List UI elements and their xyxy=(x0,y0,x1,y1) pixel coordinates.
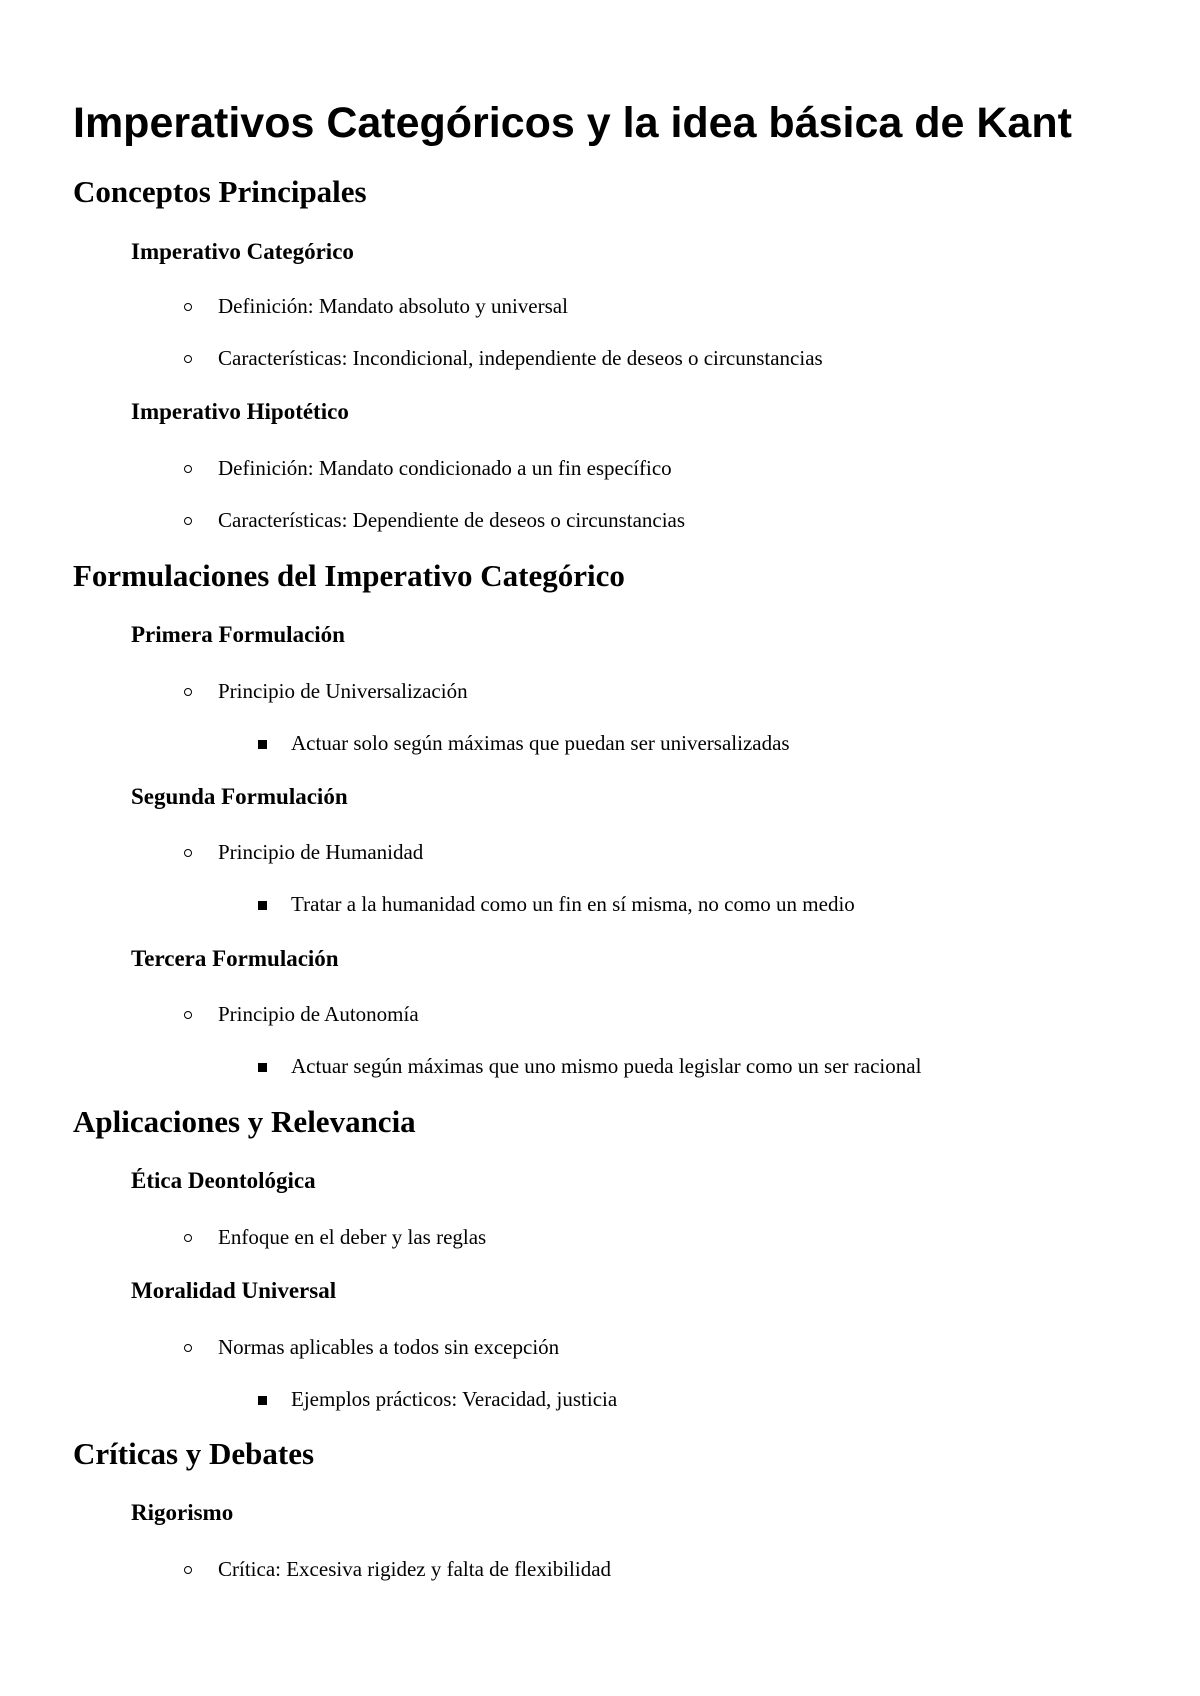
subsection-heading: Rigorismo xyxy=(131,1500,234,1525)
section-heading: Conceptos Principales xyxy=(73,174,367,209)
hollow-bullet-icon xyxy=(184,849,192,857)
hollow-bullet-icon xyxy=(184,465,192,473)
list-item: Principio de Universalización xyxy=(218,679,468,703)
subsection-heading: Tercera Formulación xyxy=(131,946,339,971)
list-item: Definición: Mandato condicionado a un fin específico xyxy=(218,456,672,480)
hollow-bullet-icon xyxy=(184,1344,192,1352)
hollow-bullet-icon xyxy=(184,688,192,696)
list-item: Características: Incondicional, independiente de deseos o circunstancias xyxy=(218,346,823,370)
list-item: Principio de Autonomía xyxy=(218,1002,419,1026)
sub-list-item: Tratar a la humanidad como un fin en sí misma, no como un medio xyxy=(291,892,855,916)
subsection-heading: Imperativo Categórico xyxy=(131,239,354,264)
subsection-heading: Primera Formulación xyxy=(131,622,345,647)
square-bullet-icon xyxy=(258,740,267,749)
subsection-heading: Ética Deontológica xyxy=(131,1168,316,1193)
subsection-heading: Imperativo Hipotético xyxy=(131,399,349,424)
hollow-bullet-icon xyxy=(184,1566,192,1574)
hollow-bullet-icon xyxy=(184,1011,192,1019)
sub-list-item: Ejemplos prácticos: Veracidad, justicia xyxy=(291,1387,618,1411)
list-item: Crítica: Excesiva rigidez y falta de flexibilidad xyxy=(218,1557,612,1581)
sub-list-item: Actuar según máximas que uno mismo pueda legislar como un ser racional xyxy=(291,1054,922,1078)
hollow-bullet-icon xyxy=(184,355,192,363)
document-title: Imperativos Categóricos y la idea básica de Kant xyxy=(73,99,1072,147)
subsection-heading: Moralidad Universal xyxy=(131,1278,337,1303)
square-bullet-icon xyxy=(258,1396,267,1405)
section-heading: Críticas y Debates xyxy=(73,1436,315,1471)
hollow-bullet-icon xyxy=(184,303,192,311)
square-bullet-icon xyxy=(258,1063,267,1072)
sub-list-item: Actuar solo según máximas que puedan ser universalizadas xyxy=(291,731,790,755)
list-item: Enfoque en el deber y las reglas xyxy=(218,1225,487,1249)
subsection-heading: Segunda Formulación xyxy=(131,784,348,809)
hollow-bullet-icon xyxy=(184,1234,192,1242)
list-item: Definición: Mandato absoluto y universal xyxy=(218,294,568,318)
list-item: Principio de Humanidad xyxy=(218,840,424,864)
list-item: Normas aplicables a todos sin excepción xyxy=(218,1335,560,1359)
section-heading: Aplicaciones y Relevancia xyxy=(73,1104,416,1139)
hollow-bullet-icon xyxy=(184,517,192,525)
list-item: Características: Dependiente de deseos o circunstancias xyxy=(218,508,686,532)
square-bullet-icon xyxy=(258,901,267,910)
section-heading: Formulaciones del Imperativo Categórico xyxy=(73,558,625,593)
